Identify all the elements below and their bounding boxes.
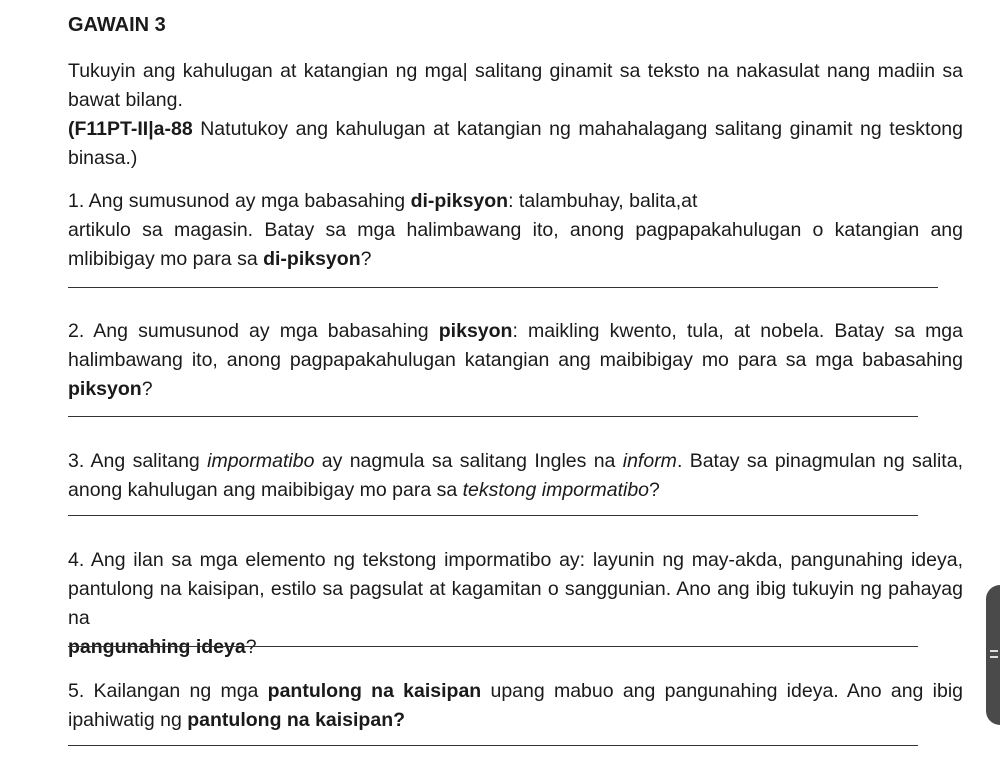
competency-paragraph — [68, 115, 963, 173]
scroll-handle[interactable] — [986, 585, 1000, 725]
question-3-text-h: ? — [649, 479, 660, 501]
competency-line-2: binasa.) — [68, 147, 138, 169]
question-1-line-3 — [68, 245, 963, 274]
question-1-line-1 — [68, 187, 963, 216]
question-3-line-2 — [68, 476, 963, 505]
question-5-text-a: 5. Kailangan ng mga — [68, 680, 268, 702]
scroll-grip-line-1 — [990, 650, 998, 652]
question-1-text-a: 1. Ang sumusunod ay mga babasahing — [68, 190, 411, 212]
question-3-term-2: tekstong impormatibo — [462, 479, 650, 501]
question-5-text-d: ipahiwatig ng — [68, 709, 188, 731]
question-3-english-word: inform — [622, 450, 677, 472]
question-3-text-e: . Batay sa pinagmulan ng salita, — [676, 450, 963, 472]
question-5-keyword: pantulong na kaisipan — [267, 680, 482, 702]
scroll-grip-line-2 — [990, 656, 998, 658]
question-3-text-a: 3. Ang salitang — [68, 450, 208, 472]
question-1-text-f: ? — [360, 248, 372, 270]
question-3-term: impormatibo — [207, 450, 315, 472]
question-3 — [68, 447, 963, 505]
question-1 — [68, 187, 963, 274]
question-4-line-3 — [68, 633, 963, 662]
question-2-text-c: : maikling kwento, tula, at nobela. Batay sa mga — [512, 320, 963, 342]
question-5-text-c: upang mabuo ang pangunahing ideya. Ano ang ibig — [481, 680, 963, 702]
question-1-keyword: di-piksyon — [410, 190, 509, 212]
answer-line-1[interactable] — [68, 287, 938, 288]
question-2-keyword: piksyon — [438, 320, 513, 342]
question-4-line-2: pantulong na kaisipan, estilo sa pagsulat at kagamitan o sanggunian. Ano ang ibig tukuyin ng pahayag na — [68, 578, 963, 629]
question-1-text-c: : talambuhay, balita,at — [508, 190, 698, 212]
question-1-text-d: mlibibigay mo para sa — [68, 248, 264, 270]
question-4 — [68, 546, 963, 662]
instruction-line-2: bawat bilang. — [68, 89, 183, 111]
competency-text: Natutukoy ang kahulugan at katangian ng mahahalagang salitang ginamit ng tesktong — [192, 118, 963, 140]
instruction-line-1: Tukuyin ang kahulugan at katangian ng mga| salitang ginamit sa teksto na nakasulat nang madiin sa — [68, 60, 963, 82]
question-2-line-2: halimbawang ito, anong pagpapakahulugan katangian ang maibibigay mo para sa mga babasahing — [68, 349, 963, 371]
question-5-keyword-2: pantulong na kaisipan? — [187, 709, 406, 731]
worksheet-title: GAWAIN 3 — [68, 14, 166, 36]
answer-line-4[interactable] — [68, 646, 918, 647]
answer-line-5[interactable] — [68, 745, 918, 746]
question-1-line-2: artikulo sa magasin. Batay sa mga halimbawang ito, anong pagpapakahulugan o katangian ang — [68, 219, 963, 241]
competency-line-1 — [68, 115, 963, 144]
question-2 — [68, 317, 963, 404]
answer-line-2[interactable] — [68, 416, 918, 417]
question-2-line-1 — [68, 317, 963, 346]
question-4-text-b: ? — [245, 636, 257, 658]
question-1-keyword-2: di-piksyon — [263, 248, 361, 270]
question-3-line-1 — [68, 447, 963, 476]
question-5-line-2 — [68, 706, 963, 735]
instruction-paragraph — [68, 57, 963, 115]
question-3-text-f: anong kahulugan ang maibibigay mo para sa — [68, 479, 463, 501]
question-4-line-1: 4. Ang ilan sa mga elemento ng tekstong impormatibo ay: layunin ng may-akda, pangunahing ideya, — [68, 549, 963, 571]
question-5-line-1 — [68, 677, 963, 706]
question-2-text-e: ? — [141, 378, 153, 400]
question-3-text-c: ay nagmula sa salitang Ingles na — [314, 450, 623, 472]
question-5 — [68, 677, 963, 735]
question-2-keyword-2: piksyon — [68, 378, 142, 400]
question-2-text-a: 2. Ang sumusunod ay mga babasahing — [68, 320, 439, 342]
question-4-keyword: pangunahing ideya — [68, 636, 246, 658]
answer-line-3[interactable] — [68, 515, 918, 516]
question-2-line-3 — [68, 375, 963, 404]
competency-code: (F11PT-II|a-88 — [68, 118, 193, 140]
